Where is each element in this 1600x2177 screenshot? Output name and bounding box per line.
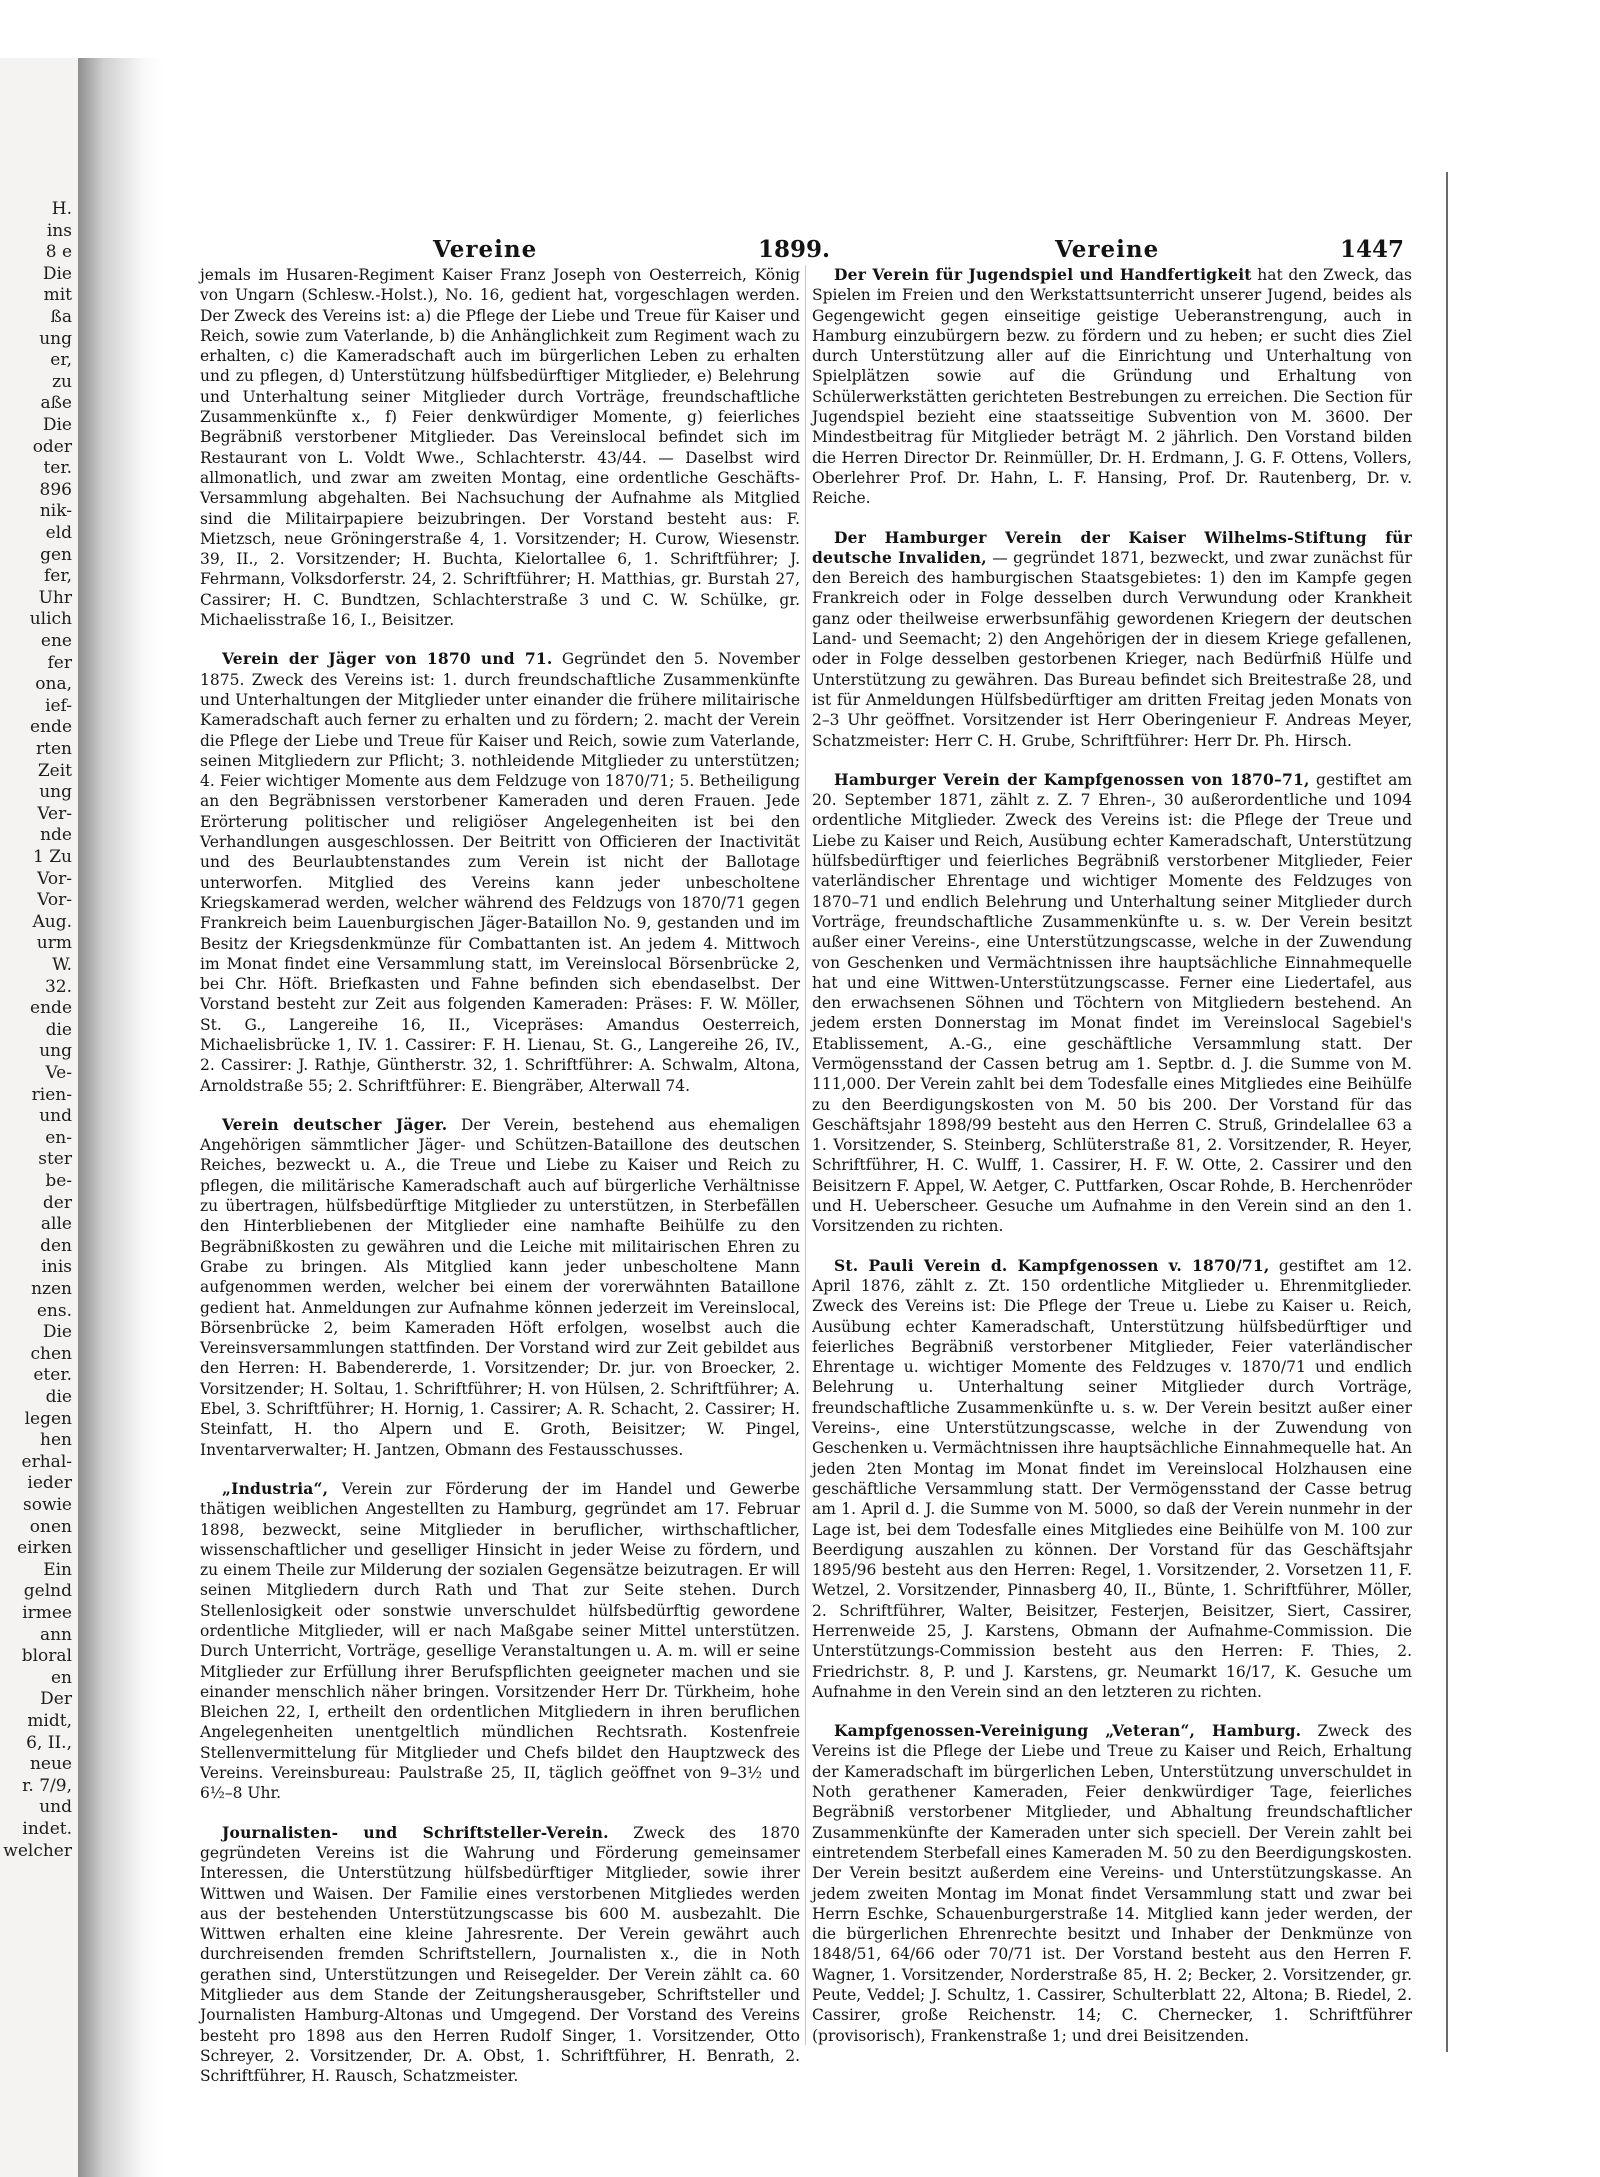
entry-text: jemals im Husaren-Regiment Kaiser Franz Joseph von Oesterreich, König von Ungarn (Schlesw.-Holst.), No. 16, gedient hat, vorgeschlagen werden. Der Zweck des Vereins ist: a) die Pflege der Liebe und Treue für Kaiser und Reich, sowie zum Vaterlande, b) die Anhänglichkeit zum Regiment wach zu erhalten, c) die Kameradschaft auch im bürgerlichen Leben zu erhalten und zu pflegen, d) Unterstützung hülfsbedürftiger Mitglieder, e) Belehrung und Unterhaltung seiner Mitglieder durch Vorträge, freundschaftliche Zusammenkünfte x., f) Feier denkwürdiger Momente, g) feierliches Begräbniß verstorbener Mitglieder. Das Vereinslocal befindet sich im Restaurant von L. Voldt Wwe., Schlachterstr. 43/44. — Daselbst wird allmonatlich, und zwar am zweiten Montag, eine ordentliche Geschäfts-Versammlung abgehalten. Bei Nachsuchung der Aufnahme als Mitglied sind die Militairpapiere beizubringen. Der Vorstand besteht aus: F. Mietzsch, neue Gröningerstraße 4, 1. Vorsitzender; H. Curow, Wiesenstr. 39, II., 2. Vorsitzender; H. Buchta, Kielortallee 6, 1. Schriftführer; J. Fehrmann, Volksdorferstr. 24, 2. Schriftführer; H. Matthias, gr. Burstah 27, Cassirer; H. C. Bundtzen, Schlachterstraße 3 und C. W. Schülke, gr. Michaelisstraße 16, I., Beisitzer.	[200, 266, 800, 630]
facing-page-fragment: chen	[30, 1343, 72, 1364]
facing-page-fragment: eld	[45, 523, 72, 543]
facing-page-fragment: ende	[30, 998, 72, 1019]
page-number: 1447	[1340, 236, 1405, 263]
entry-text: hat den Zweck, das Spielen im Freien und den Werkstattsunterricht unserer Jugend, beides als Gegengewicht gegen einseitige geistige Ueberanstrengung, auch in Hamburg einzubürgern bezw. zu fördern und zu heben; er sucht dies Ziel durch Unterstützung aller auf die Einrichtung und Unterhaltung von Spielplätzen sowie auf die Gründung und Erhaltung von Schülerwerkstätten gerichteten Bestrebungen zu erreichen. Die Section für Jugendspiel bezieht eine staatsseitige Subvention von M. 3600. Der Mindestbeitrag für Mitglieder beträgt M. 2 jährlich. Den Vorstand bilden die Herren Director Dr. Reinmüller, Dr. H. Erdmann, J. G. F. Ottens, Vollers, Oberlehrer Prof. Dr. Hahn, L. F. Hansing, Prof. Dr. Rautenberg, Dr. v. Reiche.	[812, 266, 1413, 508]
entry-veteran-hamburg	[812, 1721, 1412, 2046]
facing-page-fragment: legen	[24, 1408, 72, 1429]
facing-page-fragment: ster	[38, 1149, 72, 1170]
facing-page-fragment: ung	[39, 1041, 72, 1062]
entry-text: gestiftet am 20. September 1871, zählt z. Z. 7 Ehren-, 30 außerordentliche und 1094 ordentliche Mitglieder. Zweck des Vereins ist: die Pflege der Treue und Liebe zu Kaiser und Reich, Ausübung echter Kameradschaft, Unterstützung hülfsbedürftiger und feierliches Begräbniß verstorbener Mitglieder, Feier vaterländischer Ehrentage und wichtiger Momente des Feldzuges von 1870–71 und endlich Belehrung und Unterhaltung seiner Mitglieder durch Vorträge, freundschaftliche Zusammenkünfte u. s. w. Der Verein besitzt außer einer Vereins-, eine Unterstützungscasse, welche in der Zuwendung von Geschenken und Vermächtnissen ihre hauptsächliche Einnahmequelle hat und eine Wittwen-Unterstützungscasse. Ferner eine Liedertafel, aus den erwachsenen Söhnen und Töchtern von Mitgliedern bestehend. An jedem ersten Donnerstag im Monat findet im Vereinslocal Sagebiel's Etablissement, A.-G., eine geschäftliche Versammlung statt. Der Vermögensstand der Cassen betrug am 1. Septbr. d. J. die Summe von M. 111,000. Der Verein zahlt bei dem Todesfalle eines Mitgliedes eine Beihülfe zu den Beerdigungskosten von M. 50 bis 200. Der Vorstand für das Geschäftsjahr 1898/99 besteht aus den Herren C. Struß, Grindelallee 63 a 1. Vorsitzender, S. Steinberg, Schlüterstraße 81, 2. Vorsitzender, R. Heyer, Schriftführer, H. C. Wulff, 1. Cassirer, H. F. W. Otte, 2. Cassirer und den Beisitzern F. Appel, W. Aetger, C. Puttfarken, Oscar Rohde, B. Herchenröder und H. Ueberscheer. Gesuche um Aufnahme in den Verein sind an den 1. Vorsitzenden zu richten.	[812, 770, 1413, 1236]
facing-page-fragment: nde	[40, 825, 72, 846]
entry-text: gestiftet am 12. April 1876, zählt z. Zt. 150 ordentliche Mitglieder u. Ehrenmitglieder. Zweck des Vereins ist: Die Pflege der Treue u. Liebe zu Kaiser u. Reich, Ausübung echter Kameradschaft, Unterstützung hülfsbedürftiger und feierliches Begräbniß verstorbener Mitglieder, Feier vaterländischer Ehrentage u. wichtiger Momente des Feldzuges v. 1870/71 und endlich Belehrung u. Unterhaltung seiner Mitglieder durch Vorträge, freundschaftliche Zusammenkünfte u. s. w. Der Verein besitzt außer einer Vereins-, eine Unterstützungscasse, welche in der Zuwendung von Geschenken u. Vermächtnissen ihre hauptsächliche Einnahmequelle hat. An jeden 2ten Montag im Monat findet im Vereinslocal Holzhausen eine geschäftliche Versammlung statt. Der Vermögensstand der Casse betrug am 1. April d. J. die Summe von M. 5000, so daß der Verein nunmehr in der Lage ist, bei dem Todesfalle eines Mitgliedes eine Beihülfe von M. 100 zur Beerdigung auszahlen zu können. Der Vorstand für das Geschäftsjahr 1895/96 besteht aus den Herren: Regel, 1. Vorsitzender, 2. Vorsetzen 11, F. Wetzel, 2. Vorsitzender, Pinnasberg 40, II., Bünte, 1. Schriftführer, Möller, 2. Schriftführer, Walter, Beisitzer, Festerjen, Beisitzer, Siert, Cassirer, Herrenweide 25, J. Karstens, Obmann der Aufnahme-Commission. Die Unterstützungs-Commission besteht aus den Herren: F. Thies, 2. Friedrichstr. 8, P. und J. Karstens, gr. Neumarkt 16/17, K. Gesuche um Aufnahme in den Verein sind an den letzteren zu richten.	[812, 1256, 1413, 1701]
facing-page-fragment: ßa	[50, 307, 72, 327]
facing-page-fragment: Ein	[43, 1559, 72, 1580]
facing-page-fragment: ann	[39, 1624, 72, 1645]
entry-text: Verein zur Förderung der im Handel und Gewerbe thätigen weiblichen Angestellten zu Hamburg, gegründet am 17. Februar 1898, bezweckt, seine Mitglieder in beruflicher, wirthschaftlicher, wissenschaftlicher und geselliger Hinsicht in jeder Weise zu fördern, und zu einem Theile zur Milderung der sozialen Gegensätze beizutragen. Er will seinen Mitgliedern durch Rath und That zur Seite stehen. Durch Stellenlosigkeit oder sonstwie unverschuldet hülfsbedürftig gewordene ordentliche Mitglieder, will er nach Maßgabe seiner Mittel unterstützen. Durch Unterricht, Vorträge, gesellige Veranstaltungen u. A. m. will er seine Mitglieder zur Erfüllung ihrer Berufspflichten geeigneter machen und sie einander menschlich näher bringen. Vorsitzender Herr Dr. Türkheim, hohe Bleichen 22, I, ertheilt den ordentlichen Mitgliedern in ihren beruflichen Angelegenheiten unentgeltlich mündlichen Rechtsrath. Kostenfreie Stellenvermittelung für Mitglieder und Chefs bildet den Hauptzweck des Vereins. Vereinsbureau: Paulstraße 25, II, täglich geöffnet von 9–3½ und 6½–8 Uhr.	[200, 1479, 800, 1803]
facing-page-fragment: be-	[45, 1171, 72, 1191]
entry-jaeger-1870-71	[200, 649, 800, 1096]
facing-page-fragment: hen	[40, 1430, 72, 1451]
facing-page-fragment: zu	[52, 371, 72, 392]
facing-page-fragment: welcher	[3, 1840, 72, 1861]
facing-page-fragment: Uhr	[38, 587, 72, 608]
facing-page-fragment: bloral	[21, 1646, 72, 1667]
entry-title: „Industria“,	[222, 1478, 329, 1498]
entry-text: Zweck des 1870 gegründeten Vereins ist die Wahrung und Förderung gemeinsamer Interessen, die Unterstützung hülfsbedürftiger Mitglieder, sowie ihrer Wittwen und Waisen. Der Familie eines verstorbenen Mitgliedes werden aus der bestehenden Unterstützungscasse bis 600 M. ausbezahlt. Die Wittwen erhalten eine kleine Jahresrente. Der Verein gewährt auch durchreisenden fremden Schriftstellern, Journalisten x., die in Noth gerathen sind, Unterstützungen und Reisegelder. Der Verein zählt ca. 60 Mitglieder aus dem Stande der Zeitungsherausgeber, Schriftsteller und Journalisten Hamburg-Altonas und Umgegend. Der Vorstand des Vereins besteht pro 1898 aus den Herren Rudolf Singer, 1. Vorsitzender, Otto Schreyer, 2. Vorsitzender, Dr. A. Obst, 1. Schriftführer, H. Benrath, 2. Schriftführer, H. Rausch, Schatzmeister.	[200, 1823, 800, 2086]
facing-page-fragment: nik-	[39, 501, 72, 522]
facing-page-fragment: midt,	[27, 1711, 72, 1731]
facing-page-fragment: oder	[32, 436, 72, 457]
facing-page-fragment: 32.	[44, 976, 72, 997]
entry-title: Der Verein für Jugendspiel und Handfertigkeit	[834, 265, 1252, 284]
entry-journalisten-verein	[200, 1823, 800, 2087]
left-text-column	[200, 265, 800, 2086]
entry-title: Der Hamburger Verein der Kaiser Wilhelms-Stiftung für deutsche Invaliden,	[812, 527, 1412, 567]
entry-title: St. Pauli Verein d. Kampfgenossen v. 1870/71,	[834, 1255, 1270, 1275]
facing-page-fragment: en	[50, 1667, 72, 1688]
facing-page-fragment: ung	[39, 328, 72, 349]
running-head-year: 1899.	[758, 236, 831, 263]
column-divider	[805, 265, 806, 2045]
entry-deutscher-jaeger	[200, 1115, 800, 1460]
facing-page-fragment: en-	[45, 1127, 72, 1148]
running-head-right-title: Vereine	[1055, 236, 1160, 263]
facing-page-fragment: Ver-	[37, 803, 72, 824]
facing-page-fragment: Vor-	[37, 868, 72, 889]
facing-page-fragment: und	[39, 1797, 72, 1818]
facing-page-fragment: und	[39, 1106, 72, 1127]
facing-page-fragment: rien-	[31, 1084, 72, 1105]
running-head-left-title: Vereine	[433, 236, 538, 263]
facing-page-fragment: erhal-	[21, 1451, 72, 1472]
facing-page-fragment: ieder	[27, 1473, 72, 1494]
facing-page-fragment: gelnd	[23, 1581, 72, 1602]
facing-page-fragment: eirken	[17, 1538, 72, 1559]
facing-page-fragment: 6, II.,	[26, 1732, 72, 1753]
entry-title: Kampfgenossen-Vereinigung „Veteran“, Hamburg.	[834, 1721, 1302, 1741]
facing-page-fragment: W.	[52, 955, 72, 975]
right-text-column	[812, 265, 1413, 2045]
facing-page-fragment: 8 e	[45, 242, 72, 263]
entry-st-pauli-kampfgenossen	[812, 1256, 1412, 1703]
entry-kampfgenossen-1870-71	[812, 770, 1412, 1237]
facing-page-fragment: Der	[40, 1689, 72, 1710]
facing-page-fragment: rten	[36, 739, 72, 759]
entry-kaiser-wilhelms-stiftung	[812, 528, 1412, 751]
facing-page-fragment: den	[40, 1235, 72, 1256]
facing-page-fragment: er,	[50, 350, 72, 371]
entry-title: Verein der Jäger von 1870 und 71.	[222, 649, 553, 669]
facing-page-fragment: r. 7/9,	[22, 1775, 72, 1796]
facing-page-fragment: ulich	[29, 609, 72, 630]
facing-page-fragment: onen	[29, 1516, 72, 1537]
facing-page-fragment: Vor-	[37, 890, 72, 911]
facing-page-edge	[0, 58, 81, 2177]
facing-page-fragment: ene	[40, 631, 72, 651]
facing-page-fragment: ona,	[35, 674, 72, 695]
facing-page-fragment: alle	[40, 1214, 72, 1235]
facing-page-fragment: Zeit	[37, 760, 72, 781]
facing-page-fragment: fer	[47, 652, 72, 673]
facing-page-fragment: indet.	[22, 1819, 72, 1839]
facing-page-fragment: 1 Zu	[33, 847, 72, 867]
facing-page-fragment: inis	[41, 1257, 72, 1278]
facing-page-fragment: mit	[43, 285, 72, 306]
facing-page-fragment: Die	[42, 1322, 72, 1343]
facing-page-fragment: Ve-	[45, 1063, 72, 1083]
facing-page-fragment: die	[45, 1019, 72, 1040]
facing-page-fragment: urm	[36, 933, 72, 954]
facing-page-fragment: ens.	[36, 1300, 72, 1321]
facing-page-fragment: fer,	[43, 566, 72, 587]
facing-page-fragment: ter.	[43, 458, 72, 479]
facing-page-fragment: der	[42, 1192, 72, 1213]
entry-text: Zweck des Vereins ist die Pflege der Liebe und Treue zu Kaiser und Reich, Erhaltung der Kameradschaft im bürgerlichen Leben, Unterstützung unverschuldet in Noth gerathener Kameraden, Feier denkwürdiger Tage, feierliches Begräbniß verstorbener Mitglieder, und Abhaltung freundschaftlicher Zusammenkünfte der Kameraden unter sich speciell. Der Verein zahlt bei eintretendem Sterbefall eines Kameraden M. 50 zu den Beerdigungskosten. Der Verein besitzt außerdem eine Vereins- und Unterstützungskasse. An jedem zweiten Montag im Monat findet Versammlung statt und zwar bei Herrn Eschke, Schauenburgerstraße 14. Mitglied kann jeder werden, der die bürgerlichen Ehrenrechte besitzt und Inhaber der Denkmünze von 1848/51, 64/66 oder 70/71 ist. Der Vorstand besteht aus den Herren F. Wagner, 1. Vorsitzender, Norderstraße 85, H. 2; Becker, 2. Vorsitzender, gr. Peute, Veddel; J. Schultz, 1. Cassirer, Schulterblatt 22, Altona; B. Riedel, 2. Cassirer, große Reichenstr. 14; C. Chernecker, 1. Schriftführer (provisorisch), Frankenstraße 1; und drei Beisitzenden.	[812, 1722, 1412, 2045]
facing-page-fragment: Aug.	[32, 911, 72, 932]
entry-title: Hamburger Verein der Kampfgenossen von 1870–71,	[834, 769, 1310, 789]
facing-page-fragment: Die	[42, 263, 72, 284]
facing-page-fragment: H.	[51, 199, 72, 219]
facing-page-fragment: sowie	[22, 1495, 72, 1515]
entry-title: Verein deutscher Jäger.	[222, 1114, 448, 1134]
entry-text: Der Verein, bestehend aus ehemaligen Angehörigen sämmtlicher Jäger- und Schützen-Bataillone des deutschen Reiches, bezweckt u. A., die Treue und Liebe zu Kaiser und Reich zu pflegen, die militärische Kameradschaft auch auf bürgerliche Verhältnisse zu übertragen, hülfsbedürftige Mitglieder zu unterstützen, in Sterbefällen den Hinterbliebenen der Mitglieder eine namhafte Beihülfe zu den Begräbnißkosten zu gewähren und die Leiche mit militairischen Ehren zu Grabe zu bringen. Als Mitglied kann jeder unbescholtene Mann aufgenommen werden, welcher bei einem der vorerwähnten Bataillone gedient hat. Anmeldungen zur Aufnahme können jederzeit im Vereinslocal, Börsenbrücke 2, beim Kameraden Höft erfolgen, woselbst auch die Vereinsversammlungen stattfinden. Der Vorstand wird zur Zeit gebildet aus den Herren: H. Babendererde, 1. Vorsitzender; Dr. jur. von Broecker, 2. Vorsitzender; H. Soltau, 1. Schriftführer; H. von Hülsen, 2. Schriftführer; A. Ebel, 3. Schriftführer; H. Hornig, 1. Cassirer; A. R. Schacht, 2. Cassirer; H. Steinfatt, H. tho Alpern und E. Groth, Beisitzer; W. Pingel, Inventarverwalter; H. Jantzen, Obmann des Festausschusses.	[200, 1115, 800, 1459]
entry-jugendspiel	[812, 265, 1412, 509]
facing-page-fragment: ins	[46, 220, 72, 241]
book-gutter-shadow	[78, 58, 163, 2177]
facing-page-fragment: ung	[39, 782, 72, 803]
facing-page-fragment: nzen	[31, 1279, 72, 1299]
facing-page-fragment: neue	[29, 1754, 72, 1775]
facing-page-fragment: irmee	[22, 1603, 72, 1623]
facing-page-fragment: die	[45, 1387, 72, 1407]
entry-title: Journalisten- und Schriftsteller-Verein.	[222, 1822, 609, 1842]
facing-page-fragment: 896	[39, 479, 72, 500]
facing-page-fragment: Die	[42, 415, 72, 435]
entry-text: — gegründet 1871, bezweckt, und zwar zunächst für den Bereich des hamburgischen Staatsgebietes: 1) den im Kampfe gegen Frankreich oder in Folge desselben durch Verwundung oder Krankheit ganz oder theilweise erwerbsunfähig gewordenen Kriegern der deutschen Land- und Seemacht; 2) den Angehörigen der in diesem Kriege gefallenen, oder in Folge desselben gestorbenen Krieger, nach Bedürfniß Hülfe und Unterstützung zu gewähren. Das Bureau befindet sich Breitestraße 28, und ist für Anmeldungen Hülfsbedürftiger am dritten Freitag jeden Monats von 2–3 Uhr geöffnet. Vorsitzender ist Herr Oberingenieur F. Andreas Meyer, Schatzmeister: Herr C. H. Grube, Schriftführer: Herr Dr. Ph. Hirsch.	[812, 548, 1412, 750]
facing-page-fragment: ief-	[45, 695, 72, 716]
facing-page-fragment: gen	[40, 544, 72, 565]
facing-page-fragment: aße	[40, 393, 72, 414]
entry-industria	[200, 1479, 800, 1804]
facing-page-fragment: ende	[30, 717, 72, 738]
entry-text: Gegründet den 5. November 1875. Zweck des Vereins ist: 1. durch freundschaftliche Zusammenkünfte und Unterhaltungen der Mitglieder unter einander die frühere militairische Kameradschaft auch ferner zu erhalten und zu fördern; 2. macht der Verein die Pflege der Liebe und Treue für Kaiser und Reich, sowie zum Vaterlande, seinen Mitgliedern zur Pflicht; 3. nothleidende Mitglieder zu unterstützen; 4. Feier wichtiger Momente aus dem Feldzuge von 1870/71; 5. Betheiligung an den Begräbnissen verstorbener Kameraden und deren Frauen. Jede Erörterung politischer und religiöser Angelegenheiten ist bei den Verhandlungen ausgeschlossen. Der Beitritt von Officieren der Inactivität und des Beurlaubtenstandes zum Verein ist nicht der Ballotage unterworfen. Mitglied des Vereins kann jeder unbescholtene Kriegskamerad werden, welcher während des Feldzugs von 1870/71 gegen Frankreich beim Lauenburgischen Jäger-Bataillon No. 9, gestanden und im Besitz der Kriegsdenkmünze für Combattanten ist. An jedem 4. Mittwoch im Monat findet eine Versammlung statt, im Vereinslocal Börsenbrücke 2, bei Chr. Höft. Briefkasten und Fahne befinden sich ebendaselbst. Der Vorstand besteht zur Zeit aus folgenden Kameraden: Präses: F. W. Möller, St. G., Langereihe 16, II., Vicepräses: Amandus Oesterreich, Michaelisbrücke 1, IV. 1. Cassirer: F. H. Lienau, St. G., Langereihe 26, IV., 2. Cassirer: J. Rathje, Güntherstr. 32, 1. Schriftführer: A. Schwalm, Altona, Arnoldstraße 55; 2. Schriftführer: E. Biengräber, Alterwall 74.	[200, 650, 800, 1095]
entry-husaren-verein	[200, 265, 800, 630]
facing-page-fragment: eter.	[33, 1365, 72, 1386]
